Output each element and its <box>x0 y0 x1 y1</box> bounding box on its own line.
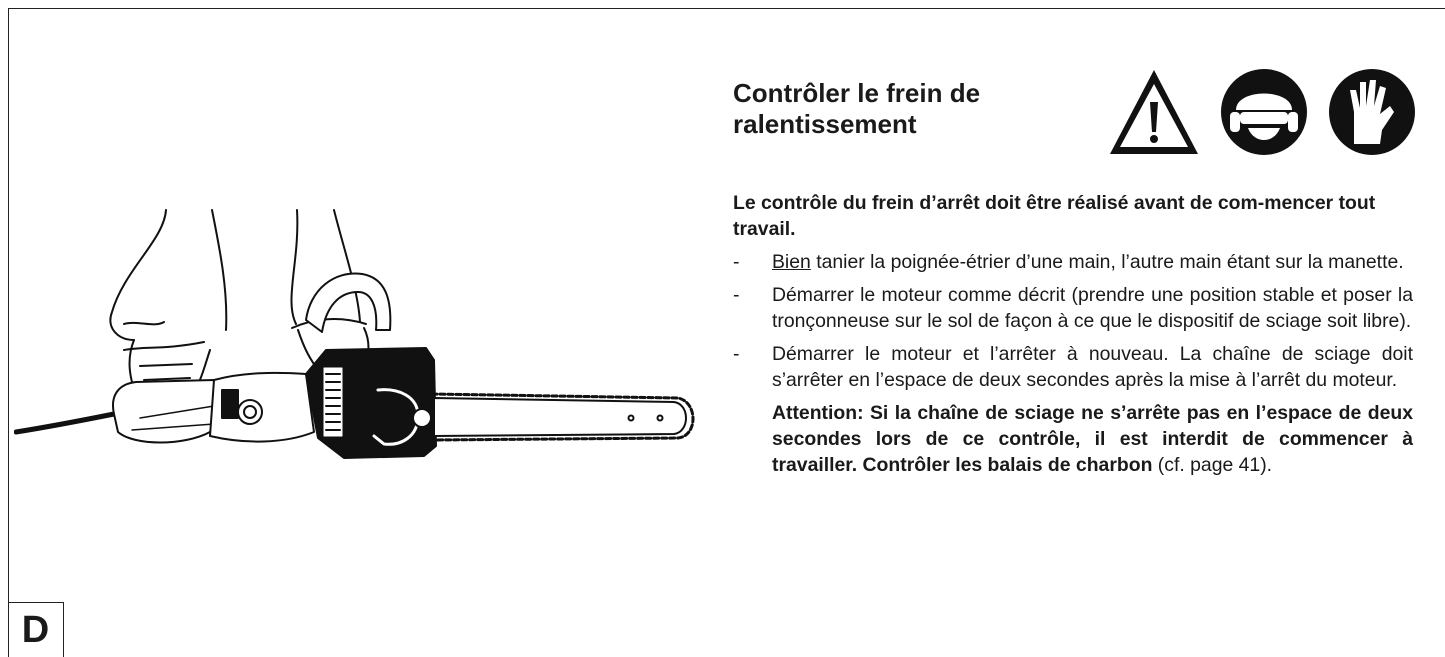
intro-paragraph: Le contrôle du frein d’arrêt doit être réalisé avant de com-mencer tout travail. <box>733 192 1376 240</box>
list-bullet: - <box>733 251 740 273</box>
step-item <box>733 282 1413 334</box>
emphasis-underlined: Bien <box>772 251 811 273</box>
list-bullet: - <box>733 284 740 306</box>
list-bullet: - <box>733 343 740 365</box>
chainsaw-brake-check-illustration <box>14 200 704 470</box>
protective-gloves-icon <box>1329 69 1415 155</box>
step-item <box>733 249 1413 275</box>
attention-reference: (cf. page 41). <box>1152 454 1273 476</box>
step-text: Démarrer le moteur comme décrit (prendre une position stable et poser la tronçonneuse sur le sol de façon à ce que le dispositif de sciage soit libre). <box>772 284 1413 332</box>
attention-note <box>733 400 1413 478</box>
step-text: tanier la poignée-étrier d’une main, l’autre main étant sur la manette. <box>810 251 1404 273</box>
attention-bold-text: Attention: Si la chaîne de sciage ne s’arrête pas en l’espace de deux secondes lors de ce contrôle, il est interdit de commencer à travailler. Contrôler les balais de charbon <box>772 402 1413 476</box>
language-tab: D <box>8 602 64 657</box>
step-item <box>733 341 1413 393</box>
warning-triangle-icon <box>1110 70 1198 154</box>
section-title: Contrôler le frein de ralentissement <box>733 78 981 139</box>
instructions-text <box>733 190 1413 478</box>
safety-pictograms <box>1108 66 1418 158</box>
step-text: Démarrer le moteur et l’arrêter à nouveau. La chaîne de sciage doit s’arrêter en l’espace de deux secondes après la mise à l’arrêt du moteur. <box>772 343 1413 391</box>
helmet-visor-ear-protection-icon <box>1221 69 1307 155</box>
